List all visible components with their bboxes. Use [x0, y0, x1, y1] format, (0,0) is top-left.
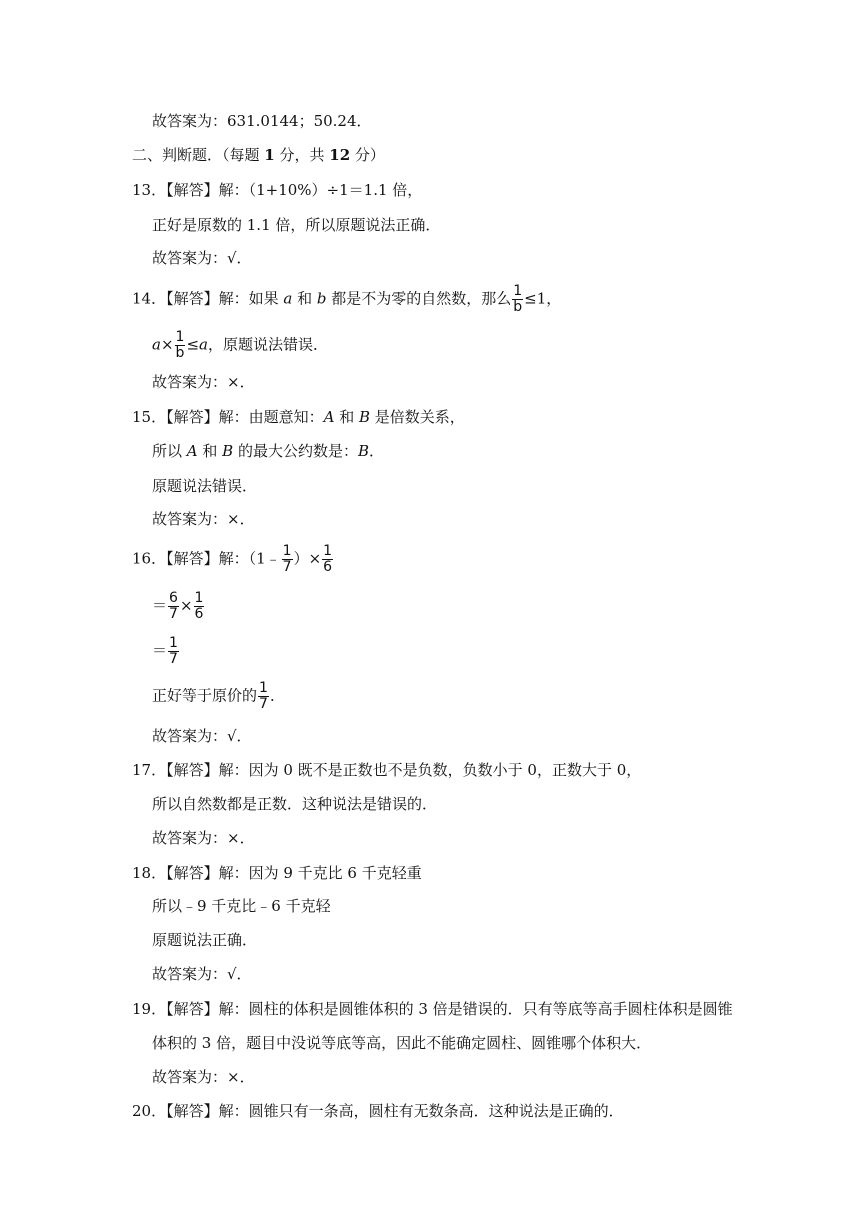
fraction: $\frac{1}{b}$: [513, 283, 523, 315]
q18-explain: 所以﹣9 千克比﹣6 千克轻: [152, 897, 331, 915]
q17-line: 17．【解答】解：因为 0 既不是正数也不是负数，负数小于 0，正数大于 0，: [132, 761, 642, 779]
q15-verdict: 原题说法错误．: [152, 477, 258, 495]
q16-explain: 正好等于原价的 $\frac{1}{7}$ ．: [152, 680, 285, 712]
answer-line: 故答案为：631.0144；50.24．: [152, 112, 372, 130]
q13-explain: 正好是原数的 1.1 倍，所以原题说法正确．: [152, 216, 441, 234]
q19-line: 19．【解答】解：圆柱的体积是圆锥体积的 3 倍是错误的．只有等底等高手圆柱体积是圆锥: [132, 1000, 733, 1018]
q18-answer: 故答案为：√．: [152, 965, 252, 983]
q13-answer: 故答案为：√．: [152, 249, 252, 267]
fraction: $\frac{1}{b}$: [175, 329, 185, 361]
q16-step1: ＝ $\frac{6}{7}$ × $\frac{1}{6}$: [152, 590, 204, 622]
fraction: $\frac{6}{7}$: [169, 590, 178, 622]
section-heading: 二、判断题．（每题 1 分，共 12 分）: [132, 146, 385, 164]
q16-line: 16．【解答】解：（1﹣ $\frac{1}{7}$ ）× $\frac{1}{6}$: [132, 543, 333, 575]
fraction: $\frac{1}{7}$: [259, 680, 268, 712]
fraction: $\frac{1}{6}$: [323, 543, 333, 575]
fraction: $\frac{1}{6}$: [194, 590, 204, 622]
q15-answer: 故答案为：×．: [152, 510, 255, 528]
q19-answer: 故答案为：×．: [152, 1068, 255, 1086]
q17-explain: 所以自然数都是正数．这种说法是错误的．: [152, 795, 438, 813]
q13-line: 13．【解答】解：（1+10%）÷1＝1.1 倍，: [132, 181, 423, 199]
q20-line: 20．【解答】解：圆锥只有一条高，圆柱有无数条高．这种说法是正确的．: [132, 1102, 624, 1120]
fraction: $\frac{1}{7}$: [169, 635, 178, 667]
q19-explain: 体积的 3 倍，题目中没说等底等高，因此不能确定圆柱、圆锥哪个体积大．: [152, 1034, 652, 1052]
q15-explain: 所以 A 和 B 的最大公约数是：B．: [152, 442, 385, 460]
q16-step2: ＝ $\frac{1}{7}$: [152, 635, 178, 667]
q14-answer: 故答案为：×．: [152, 373, 255, 391]
q14-expr: a× $\frac{1}{b}$ ≤a，原题说法错误．: [152, 329, 328, 361]
q18-line: 18．【解答】解：因为 9 千克比 6 千克轻重: [132, 864, 422, 882]
q17-answer: 故答案为：×．: [152, 829, 255, 847]
fraction: $\frac{1}{7}$: [282, 543, 292, 575]
q14-line: 14．【解答】解：如果 a 和 b 都是不为零的自然数，那么 $\frac{1}{b}$ ≤1，: [132, 283, 562, 315]
q16-answer: 故答案为：√．: [152, 727, 252, 745]
q18-verdict: 原题说法正确．: [152, 931, 258, 949]
q15-line: 15．【解答】解：由题意知：A 和 B 是倍数关系，: [132, 408, 465, 426]
